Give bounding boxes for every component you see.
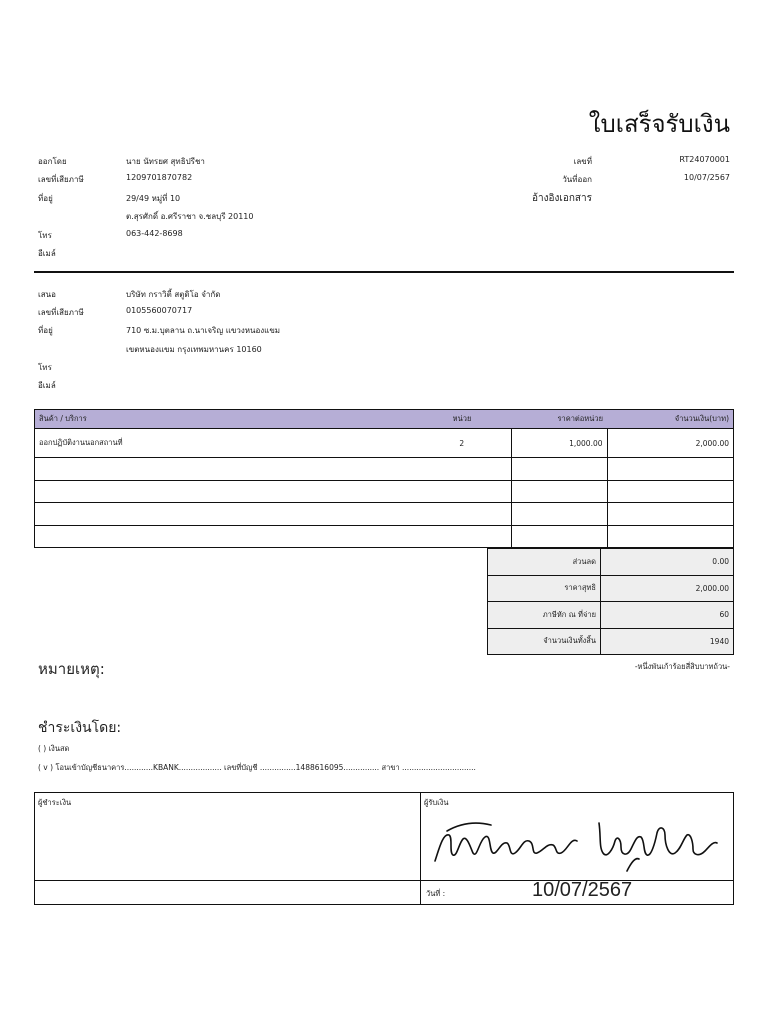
issuer-tax-id-label: เลขที่เสียภาษี [38,175,84,184]
customer-address-line2: เขตหนองแขม กรุงเทพมหานคร 10160 [126,345,262,354]
table-row [35,429,734,458]
row-amount: 2,000.00 [607,429,734,458]
grand-total-label: จำนวนเงินทั้งสิ้น [488,628,601,655]
totals-row-discount [488,549,734,576]
totals-row-grand-total [488,628,734,655]
row-unit [413,480,511,503]
row-description [35,525,414,548]
row-unit [413,458,511,481]
net-price-label: ราคาสุทธิ [488,575,601,602]
signature-box [34,792,734,905]
totals-table [487,548,734,655]
customer-name-value: บริษัท กราวิตี้ สตูดิโอ จำกัด [126,290,221,299]
row-unit-price [511,480,607,503]
customer-address-label: ที่อยู่ [38,326,53,335]
issuer-address-line2: ต.สุรศักดิ์ อ.ศรีราชา จ.ชลบุรี 20110 [126,212,254,221]
grand-total-value: 1940 [601,628,734,655]
table-row [35,503,734,526]
row-unit [413,525,511,548]
issuer-address-label: ที่อยู่ [38,194,53,203]
customer-tax-id-label: เลขที่เสียภาษี [38,308,84,317]
receiver-signature [431,813,721,875]
totals-row-withholding-tax [488,602,734,629]
row-unit-price [511,503,607,526]
payment-option-cash: ( ) เงินสด [38,744,70,753]
customer-address-line1: 710 ซ.ม.บุตลาน ถ.นาเจริญ แขวงหนองแขม [126,326,281,335]
payment-heading: ชำระเงินโดย: [38,720,122,736]
issue-date-label: วันที่ออก [562,175,592,184]
customer-name-label: เสนอ [38,290,56,299]
header-unit-price: ราคาต่อหน่วย [511,410,607,429]
date-label: วันที่ : [426,889,446,898]
withholding-tax-label: ภาษีหัก ณ ที่จ่าย [488,602,601,629]
row-unit-price [511,458,607,481]
reference-document-label: อ้างอิงเอกสาร [532,193,592,204]
issued-by-label: ออกโดย [38,157,67,166]
row-description [35,458,414,481]
receipt-number-label: เลขที่ [573,157,592,166]
table-row [35,525,734,548]
document-title: ใบเสร็จรับเงิน [588,110,730,138]
issuer-address-line1: 29/49 หมู่ที่ 10 [126,194,181,203]
table-row [35,480,734,503]
row-description [35,503,414,526]
row-unit-price [511,525,607,548]
issued-by-value: นาย นัทรยศ สุทธิปรีชา [126,157,205,166]
section-divider [34,271,734,273]
issuer-tax-id-value: 1209701870782 [126,173,193,182]
issuer-email-label: อีเมล์ [38,249,56,258]
customer-tax-id-value: 0105560070717 [126,306,193,315]
header-unit: หน่วย [413,410,511,429]
row-amount [607,503,734,526]
row-description: ออกปฏิบัติงานนอกสถานที่ [35,429,414,458]
issuer-phone-label: โทร [38,231,52,240]
row-unit: 2 [413,429,511,458]
issuer-phone-value: 063-442-8698 [126,229,183,238]
issue-date-value: 10/07/2567 [683,173,730,182]
row-amount [607,458,734,481]
receiver-label: ผู้รับเงิน [424,798,449,807]
amount-in-words: -หนึ่งพันเก้าร้อยสี่สิบบาทถ้วน- [634,662,730,671]
payment-option-transfer: ( v ) โอนเข้าบัญชีธนาคาร............KBANK.................. เลขที่บัญชี ...............1488616095............... สาขา ............................... [38,763,476,772]
customer-phone-label: โทร [38,363,52,372]
payer-label: ผู้ชำระเงิน [38,798,72,807]
row-unit [413,503,511,526]
table-row [35,458,734,481]
signature-divider-vertical [420,793,421,904]
customer-email-label: อีเมล์ [38,381,56,390]
header-amount: จำนวนเงิน(บาท) [607,410,734,429]
signature-date: 10/07/2567 [532,879,633,901]
remarks-heading: หมายเหตุ: [38,660,105,678]
withholding-tax-value: 60 [601,602,734,629]
row-amount [607,480,734,503]
discount-label: ส่วนลด [488,549,601,576]
net-price-value: 2,000.00 [601,575,734,602]
items-table-header [35,410,734,429]
discount-value: 0.00 [601,549,734,576]
items-table [34,409,734,548]
totals-row-net-price [488,575,734,602]
header-description: สินค้า / บริการ [35,410,414,429]
row-amount [607,525,734,548]
row-unit-price: 1,000.00 [511,429,607,458]
receipt-number-value: RT24070001 [679,155,730,164]
row-description [35,480,414,503]
